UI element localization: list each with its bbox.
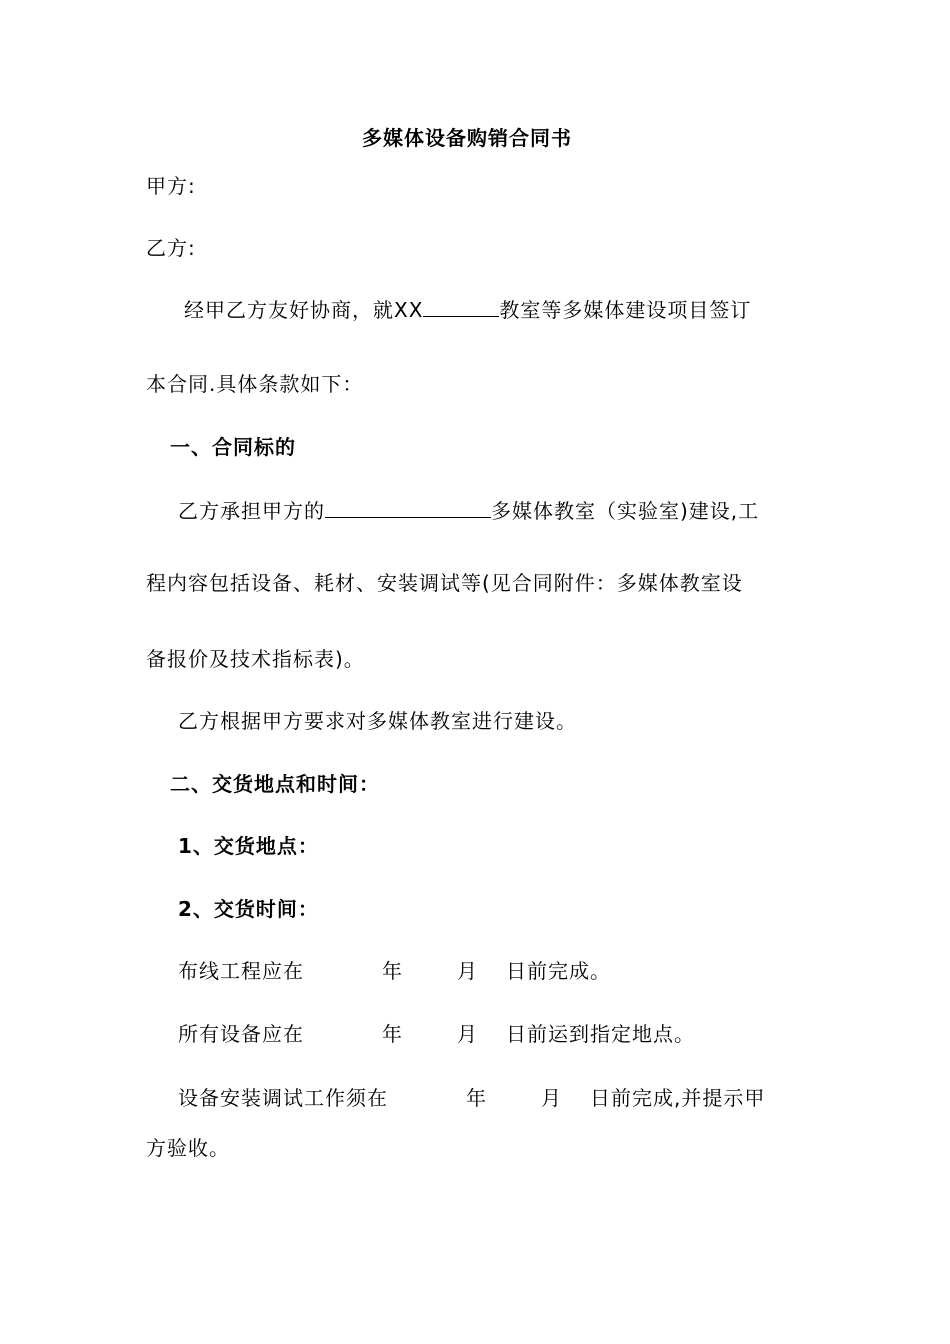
equipment-deadline-line — [178, 1020, 695, 1048]
wiring-month: 月 — [457, 959, 478, 983]
project-name-blank — [423, 298, 499, 317]
wiring-text: 布线工程应在 — [178, 959, 304, 983]
install-year: 年 — [466, 1086, 487, 1110]
section-1-para-2: 程内容包括设备、耗材、安装调试等(见合同附件：多媒体教室设 — [146, 571, 743, 595]
s1-text-a: 乙方承担甲方的 — [178, 499, 325, 523]
install-tail: 日前完成,并提示甲 — [590, 1086, 766, 1110]
delivery-time-item: 2、交货时间： — [178, 897, 319, 921]
wiring-tail: 日前完成。 — [506, 959, 611, 983]
equip-tail: 日前运到指定地点。 — [506, 1022, 695, 1046]
intro-line-2: 本合同.具体条款如下： — [146, 372, 364, 396]
install-deadline-line — [178, 1084, 765, 1112]
party-b-label: 乙方: — [146, 236, 196, 260]
s1-text-b: 多媒体教室（实验室)建设,工 — [491, 499, 760, 523]
section-2-heading: 二、交货地点和时间： — [170, 772, 380, 796]
section-1-para-1 — [178, 497, 759, 525]
install-month: 月 — [541, 1086, 562, 1110]
party-a-label: 甲方: — [146, 174, 196, 198]
install-deadline-line-2: 方验收。 — [146, 1136, 230, 1160]
intro-line-1 — [184, 296, 751, 324]
section-1-heading: 一、合同标的 — [170, 435, 296, 459]
equip-year: 年 — [382, 1022, 403, 1046]
classroom-blank — [325, 499, 491, 518]
wiring-year: 年 — [382, 959, 403, 983]
intro-text-b: 教室等多媒体建设项目签订 — [499, 298, 752, 322]
wiring-deadline-line — [178, 957, 611, 985]
intro-text-a: 经甲乙方友好协商，就XX — [184, 298, 424, 322]
document-title: 多媒体设备购销合同书 — [362, 126, 572, 150]
install-text: 设备安装调试工作须在 — [178, 1086, 388, 1110]
equip-month: 月 — [457, 1022, 478, 1046]
section-1-para-3: 备报价及技术指标表)。 — [146, 647, 365, 671]
section-1-para-4: 乙方根据甲方要求对多媒体教室进行建设。 — [178, 709, 577, 733]
delivery-location-item: 1、交货地点： — [178, 834, 319, 858]
equip-text: 所有设备应在 — [178, 1022, 304, 1046]
